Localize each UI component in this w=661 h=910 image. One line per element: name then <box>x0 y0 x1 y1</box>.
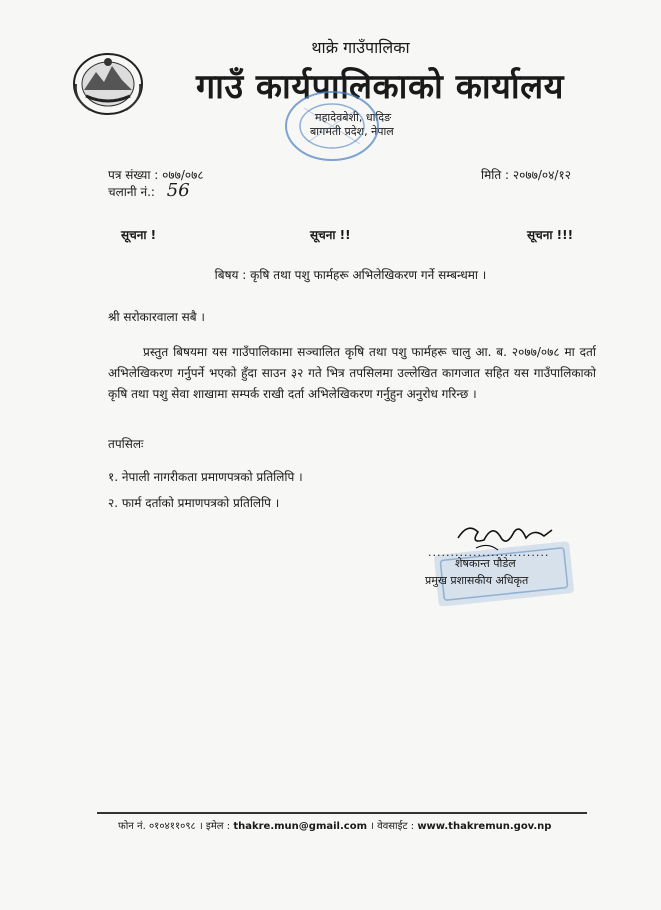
ref-value: ०७७/०७८ <box>162 168 204 182</box>
footer-divider <box>97 812 587 814</box>
address-line-1: महादेवबेशी, धादिङ <box>315 111 392 124</box>
office-title: गाउँ कार्यपालिकाको कार्यालय <box>196 67 564 107</box>
dispatch-number <box>108 180 190 201</box>
municipality-name: थाक्रे गाउँपालिका <box>311 38 410 57</box>
email-label: । इमेल : <box>198 821 231 832</box>
date-label: मिति : <box>481 168 510 182</box>
attachment-item: १. नेपाली नागरीकता प्रमाणपत्रको प्रतिलिपि । <box>108 470 303 484</box>
footer-contact <box>118 818 551 832</box>
attachments-heading: तपसिलः <box>108 437 144 451</box>
letter-subject: बिषय : कृषि तथा पशु फार्महरू अभिलेखिकरण गर्ने सम्बन्धमा । <box>214 268 487 282</box>
address-line-2: बागमती प्रदेश, नेपाल <box>310 125 394 138</box>
notice-label: सूचना !!! <box>527 228 574 242</box>
website-label: । वेवसाईट : <box>370 821 415 832</box>
letter-body: प्रस्तुत बिषयमा यस गाउँपालिकामा सञ्चालित कृषि तथा पशु फार्महरू चालु आ. ब. २०७७/०७८ मा दर्ता अभिलेखिकरण गर्नुपर्ने भएको हुँदा साउन ३२ गते भित्र तपसिलमा उल्लेखित कागजात सहित यस गाउँपालिकाको कृषि तथा पशु सेवा शाखामा सम्पर्क राखी दर्ता अभिलेखिकरण गर्नुहुन अनुरोध गरिन्छ । <box>108 345 596 401</box>
signer-title: प्रमुख प्रशासकीय अधिकृत <box>425 574 529 587</box>
notice-label: सूचना ! <box>121 228 157 242</box>
dispatch-value: 56 <box>166 180 190 201</box>
website-address: www.thakremun.gov.np <box>417 821 552 832</box>
email-address: thakre.mun@gmail.com <box>233 821 367 832</box>
attachment-item: २. फार्म दर्ताको प्रमाणपत्रको प्रतिलिपि । <box>108 496 280 510</box>
nepal-emblem-icon <box>70 50 146 116</box>
salutation: श्री सरोकारवाला सबै । <box>108 310 205 324</box>
phone-number: ०१०४११०९८ <box>148 821 196 832</box>
signature-dots: ........................... <box>428 546 550 559</box>
letter-date <box>481 166 571 183</box>
date-value: २०७७/०४/१२ <box>512 168 571 182</box>
phone-label: फोन नं. <box>118 821 146 832</box>
signer-name: शेषकान्त पौडेल <box>455 557 516 570</box>
office-stamp-icon <box>282 88 382 164</box>
ref-label: पत्र संख्या : <box>108 168 159 182</box>
notice-label: सूचना !! <box>310 228 351 242</box>
dispatch-label: चलानी नं.: <box>108 185 155 199</box>
